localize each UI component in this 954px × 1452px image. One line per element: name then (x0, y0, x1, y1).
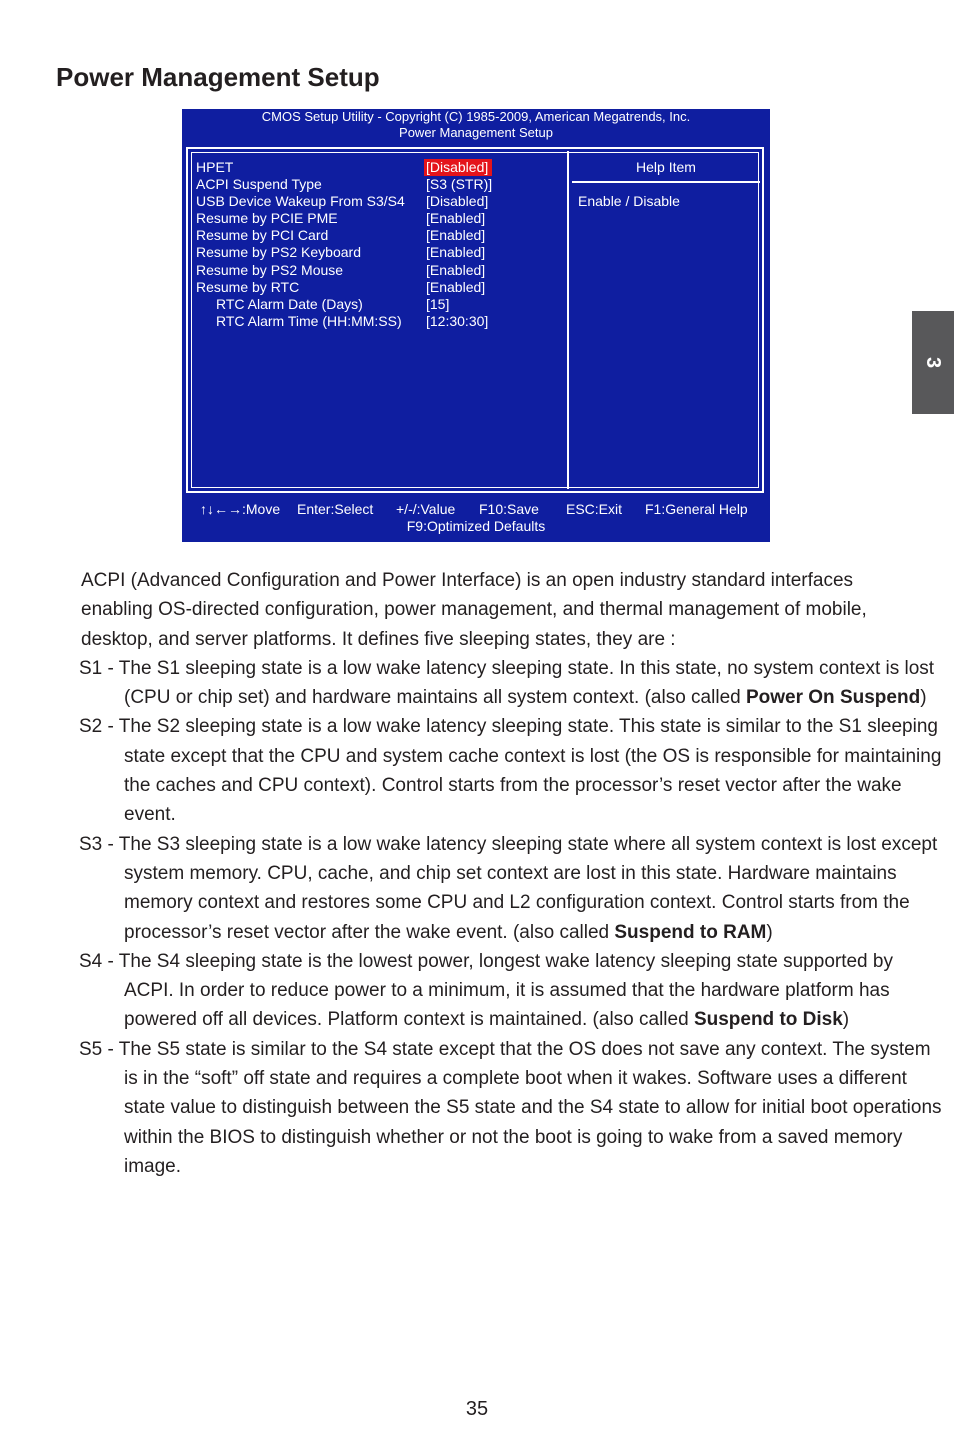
page-title: Power Management Setup (56, 62, 380, 92)
setting-label: Resume by PCI Card (196, 227, 329, 244)
setting-label: Resume by PS2 Keyboard (196, 244, 361, 261)
setting-label: Resume by PS2 Mouse (196, 261, 344, 278)
chapter-tab (912, 311, 954, 414)
setting-value[interactable]: [12:30:30] (426, 312, 489, 329)
help-item-title: Help Item (636, 159, 696, 175)
setting-value-selected[interactable]: [Disabled] (424, 159, 492, 176)
key-select: Enter:Select (297, 501, 374, 517)
state-s5-text: S5 - The S5 state is similar to the S4 state except that the OS does not save any context. The system is in the “soft” off state and requires a complete boot when it wakes. Software uses a different state value to distinguish between the S5 state and the S4 state to allow for initial boot operations within the BIOS to distinguish whether or not the boot is going to wake from a saved memory image. (79, 1038, 942, 1177)
state-s4-end: ) (842, 1009, 850, 1031)
intro-paragraph: ACPI (Advanced Configuration and Power Interface) is an open industry standard interfaces enabling OS-directed configuration, power management, and thermal management of mobile, desktop, and server platforms. It defines five sleeping states, they are : (81, 570, 867, 650)
bios-panel-divider (567, 151, 569, 489)
setting-value[interactable]: [Disabled] (426, 193, 489, 210)
help-item-text: Enable / Disable (578, 193, 680, 209)
state-s3-text: S3 - The S3 sleeping state is a low wake latency sleeping state where all system context is lost except system memory. CPU, cache, and chip set context are lost in this state. Hardware maintains memory context and restores some CPU and L2 configuration context. Control starts from the processor’s reset vector after the wake event. (also called (79, 833, 938, 943)
body-text (0, 566, 954, 1181)
state-s3-end: ) (766, 921, 773, 943)
key-exit: ESC:Exit (566, 501, 623, 517)
key-move: ↑↓←→:Move (200, 501, 281, 517)
state-s2 (79, 712, 946, 829)
setting-label: Resume by RTC (196, 278, 300, 295)
state-s1-end: ) (920, 687, 927, 709)
setting-value[interactable]: [Enabled] (426, 227, 486, 244)
setting-value[interactable]: [15] (426, 295, 450, 312)
state-s1-text: S1 - The S1 sleeping state is a low wake latency sleeping state. In this state, no system context is lost (CPU or chip set) and hardware maintains all system context. (also called (79, 657, 935, 709)
setting-label: ACPI Suspend Type (196, 176, 322, 193)
setting-label: HPET (196, 159, 234, 175)
setting-label: Resume by PCIE PME (196, 210, 338, 227)
setting-value[interactable]: [Enabled] (426, 261, 486, 278)
setting-value[interactable]: [Enabled] (426, 210, 486, 227)
setting-label: USB Device Wakeup From S3/S4 (196, 193, 405, 210)
setting-label: RTC Alarm Date (Days) (216, 295, 363, 312)
bios-header-title: Power Management Setup (399, 125, 553, 140)
state-s3 (79, 830, 946, 947)
state-s4-name: Suspend to Disk (693, 1009, 843, 1031)
state-s2-text: S2 - The S2 sleeping state is a low wake latency sleeping state. This state is similar to the S1 sleeping state except that the CPU and system cache context is lost (the OS is responsible for maintaining the caches and CPU context). Control starts from the processor’s reset vector after the wake event. (79, 716, 942, 826)
key-help: F1:General Help (645, 501, 748, 517)
state-s1-name: Power On Suspend (745, 687, 921, 709)
bios-screen (182, 109, 770, 542)
state-s3-name: Suspend to RAM (614, 921, 767, 943)
chapter-number: 3 (922, 356, 945, 369)
setting-value[interactable]: [Enabled] (426, 244, 486, 261)
state-s4-text: S4 - The S4 sleeping state is the lowest power, longest wake latency sleeping state supported by ACPI. In order to reduce power to a minimum, it is assumed that the hardware platform has powered off all devices. Platform context is maintained. (also called (79, 950, 893, 1031)
key-defaults: F9:Optimized Defaults (406, 518, 546, 534)
bios-header-copyright: CMOS Setup Utility - Copyright (C) 1985-2009, American Megatrends, Inc. (261, 109, 691, 124)
setting-value[interactable]: [S3 (STR)] (426, 176, 493, 193)
page-number: 35 (465, 1398, 489, 1420)
key-value: +/-/:Value (396, 501, 456, 517)
state-s1 (79, 654, 946, 713)
state-s4 (79, 947, 946, 1035)
setting-label: RTC Alarm Time (HH:MM:SS) (216, 312, 402, 329)
state-s5 (79, 1035, 946, 1181)
setting-value[interactable]: [Enabled] (426, 278, 486, 295)
key-save: F10:Save (479, 501, 539, 517)
